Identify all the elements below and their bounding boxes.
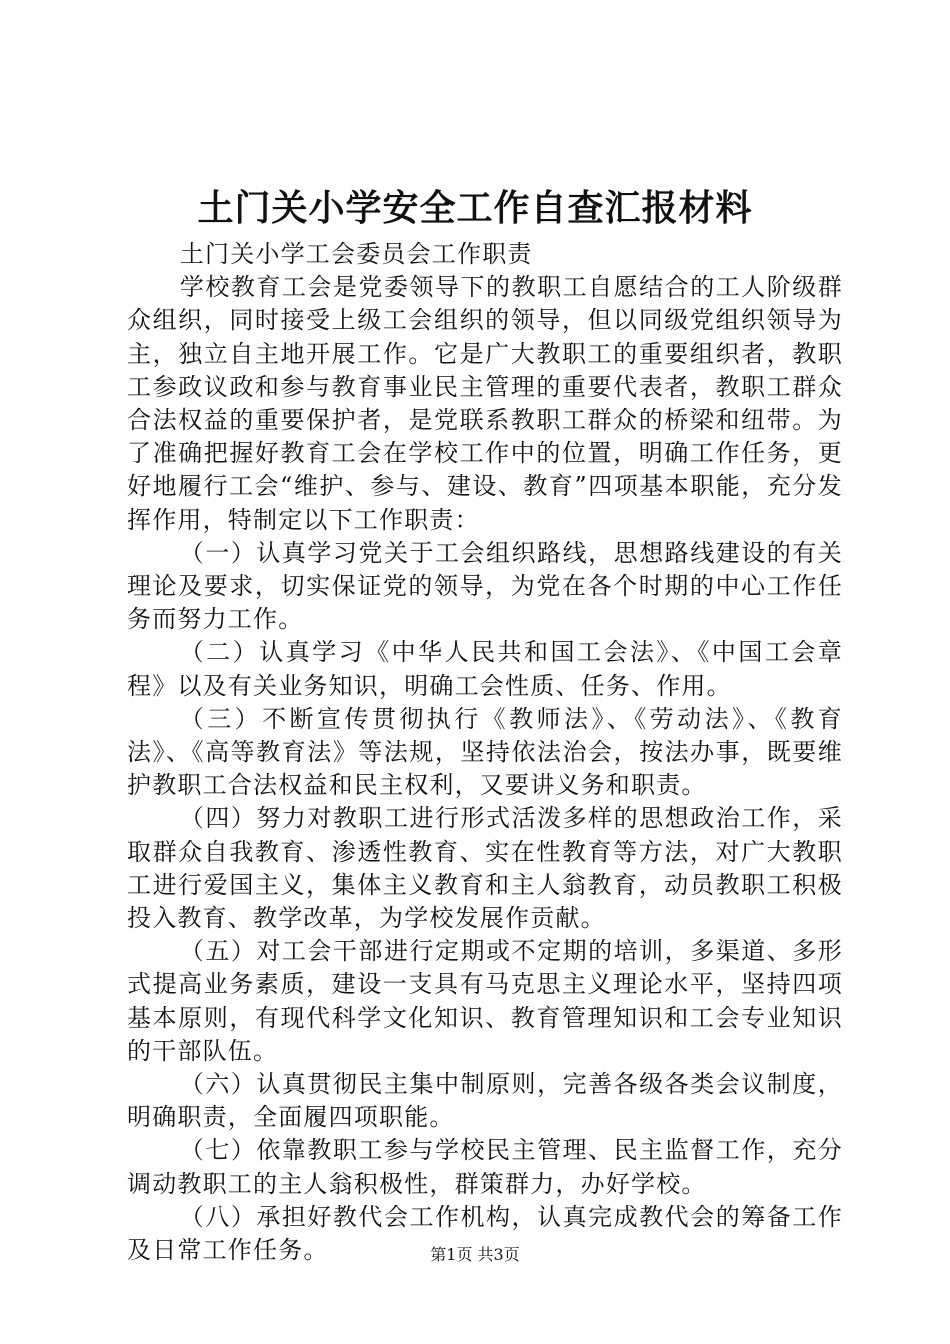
duty-item-1: （一）认真学习党关于工会组织路线，思想路线建设的有关理论及要求，切实保证党的领导，为党在各个时期的中心工作任务而努力工作。: [127, 538, 843, 634]
duty-item-8: （八）承担好教代会工作机构，认真完成教代会的筹备工作及日常工作任务。: [127, 1202, 843, 1265]
section-heading: 土门关小学工会委员会工作职责: [179, 240, 533, 268]
duty-item-5: （五）对工会干部进行定期或不定期的培训，多渠道、多形式提高业务素质，建设一支具有马克思主义理论水平，坚持四项基本原则，有现代科学文化知识、教育管理知识和工会专业知识的干部队伍。: [127, 937, 843, 1065]
duty-item-2: （二）认真学习《中华人民共和国工会法》、《中国工会章程》以及有关业务知识，明确工会性质、任务、作用。: [127, 638, 843, 700]
intro-paragraph: 学校教育工会是党委领导下的教职工自愿结合的工人阶级群众组织，同时接受上级工会组织的领导，但以同级党组织领导为主，独立自主地开展工作。它是广大教职工的重要组织者，教职工参政议政和参与教育事业民主管理的重要代表者，教职工群众合法权益的重要保护者，是党联系教职工群众的桥梁和纽带。为了准确把握好教育工会在学校工作中的位置，明确工作任务，更好地履行工会“维护、参与、建设、教育”四项基本职能，充分发挥作用，特制定以下工作职责：: [127, 273, 843, 534]
duty-item-6: （六）认真贯彻民主集中制原则，完善各级各类会议制度，明确职责，全面履四项职能。: [127, 1070, 843, 1132]
duty-item-4: （四）努力对教职工进行形式活泼多样的思想政治工作，采取群众自我教育、渗透性教育、实在性教育等方法，对广大教职工进行爱国主义，集体主义教育和主人翁教育，动员教职工积极投入教育、教学改革，为学校发展作贡献。: [127, 804, 843, 933]
document-title: 土门关小学安全工作自查汇报材料: [197, 187, 753, 229]
document-body: [127, 238, 843, 1267]
duty-item-7: （七）依靠教职工参与学校民主管理、民主监督工作，充分调动教职工的主人翁积极性，群策群力，办好学校。: [127, 1136, 843, 1198]
page-footer: 第1页 共3页: [430, 1245, 520, 1264]
duty-item-3: （三）不断宣传贯彻执行《教师法》、《劳动法》、《教育法》、《高等教育法》等法规，坚持依法治会，按法办事，既要维护教职工合法权益和民主权利，又要讲义务和职责。: [127, 704, 843, 800]
